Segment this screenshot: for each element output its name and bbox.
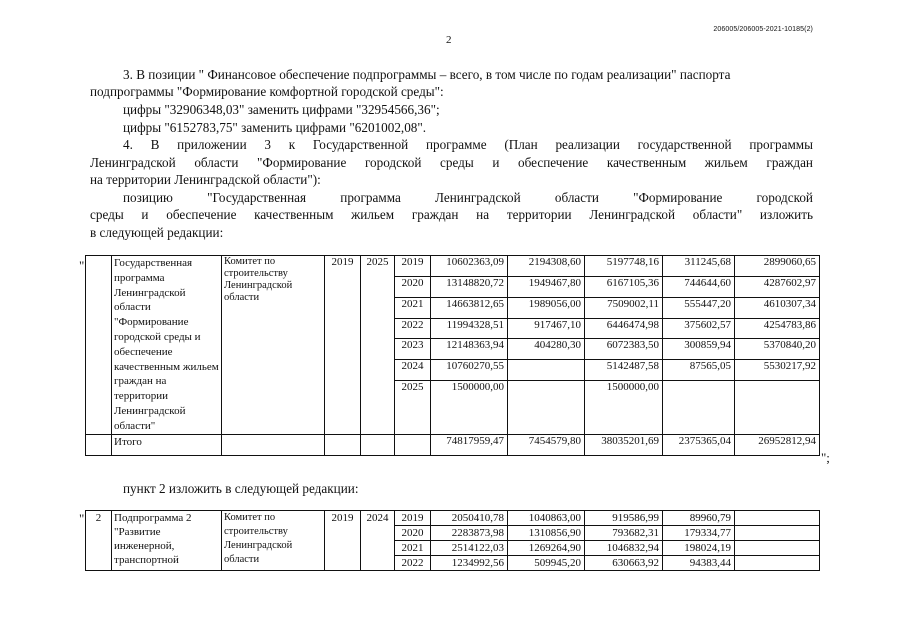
subprogram-table (85, 510, 820, 571)
year-cell: 2021 (395, 297, 431, 318)
other-sources-cell (735, 541, 820, 556)
program-name-cell: Государственная программа Ленинградской области "Формирование городской среды и обеспечение качественным жильем граждан на территории Ленинградской области" (112, 256, 222, 435)
regional-budget-cell: 7509002,11 (585, 297, 663, 318)
paragraph-3-line-1: 3. В позиции " Финансовое обеспечение подпрограммы – всего, в том числе по годам реализации" паспорта (123, 67, 731, 82)
regional-budget-cell: 793682,31 (585, 526, 663, 541)
table-row (86, 256, 820, 277)
paragraph-3-line-2: подпрограммы "Формирование комфортной городской среды": (90, 84, 444, 99)
table1-close-mark: "; (821, 450, 830, 465)
total-cell: 2050410,78 (431, 511, 508, 526)
total-cell: 74817959,47 (431, 434, 508, 455)
other-sources-cell (735, 526, 820, 541)
regional-budget-cell: 6446474,98 (585, 318, 663, 339)
year-cell: 2023 (395, 339, 431, 360)
regional-budget-cell: 5142487,58 (585, 360, 663, 381)
year-cell: 2019 (395, 511, 431, 526)
paragraph-4-line-5: среды и обеспечение качественным жильем граждан на территории Ленинградской области" изложить (90, 207, 813, 222)
federal-budget-cell: 1949467,80 (508, 276, 585, 297)
item-number-cell (86, 434, 112, 455)
local-budget-cell: 744644,60 (663, 276, 735, 297)
total-cell: 1500000,00 (431, 381, 508, 435)
federal-budget-cell: 404280,30 (508, 339, 585, 360)
federal-budget-cell: 1989056,00 (508, 297, 585, 318)
year-cell: 2024 (395, 360, 431, 381)
paragraph-4-line-6: в следующей редакции: (90, 225, 224, 240)
total-cell: 13148820,72 (431, 276, 508, 297)
other-sources-cell: 4610307,34 (735, 297, 820, 318)
regional-budget-cell: 6167105,36 (585, 276, 663, 297)
total-cell: 2514122,03 (431, 541, 508, 556)
end-year-cell: 2024 (361, 511, 395, 571)
local-budget-cell: 89960,79 (663, 511, 735, 526)
start-year-cell (325, 434, 361, 455)
item-number-cell (86, 256, 112, 435)
program-table (85, 255, 820, 456)
federal-budget-cell: 509945,20 (508, 556, 585, 571)
executor-cell: Комитет по строительству Ленинградской области (222, 256, 325, 435)
federal-budget-cell (508, 381, 585, 435)
local-budget-cell: 94383,44 (663, 556, 735, 571)
regional-budget-cell: 919586,99 (585, 511, 663, 526)
table1-open-quote: " (79, 258, 85, 273)
start-year-cell: 2019 (325, 511, 361, 571)
total-row (86, 434, 820, 455)
local-budget-cell: 198024,19 (663, 541, 735, 556)
federal-budget-cell: 1310856,90 (508, 526, 585, 541)
item-number-cell: 2 (86, 511, 112, 571)
paragraph-4-line-3: на территории Ленинградской области"): (90, 172, 321, 187)
other-sources-cell: 4287602,97 (735, 276, 820, 297)
paragraph-3-line-4: цифры "6152783,75" заменить цифрами "6201002,08". (123, 120, 427, 135)
paragraph-4-line-1: 4. В приложении 3 к Государственной программе (План реализации государственной программы (123, 137, 813, 152)
other-sources-cell (735, 556, 820, 571)
regional-budget-cell: 5197748,16 (585, 256, 663, 277)
federal-budget-cell: 1269264,90 (508, 541, 585, 556)
federal-budget-cell (508, 360, 585, 381)
end-year-cell: 2025 (361, 256, 395, 435)
federal-budget-cell: 1040863,00 (508, 511, 585, 526)
program-name-cell: Подпрограмма 2 "Развитие инженерной, транспортной (112, 511, 222, 571)
total-cell: 12148363,94 (431, 339, 508, 360)
federal-budget-cell: 2194308,60 (508, 256, 585, 277)
year-cell (395, 434, 431, 455)
local-budget-cell: 375602,57 (663, 318, 735, 339)
page-number: 2 (446, 34, 452, 46)
total-label-cell: Итого (112, 434, 222, 455)
year-cell: 2020 (395, 276, 431, 297)
regional-budget-cell: 38035201,69 (585, 434, 663, 455)
other-sources-cell (735, 381, 820, 435)
year-cell: 2025 (395, 381, 431, 435)
local-budget-cell: 555447,20 (663, 297, 735, 318)
table2-open-quote: " (79, 511, 85, 526)
local-budget-cell: 300859,94 (663, 339, 735, 360)
year-cell: 2022 (395, 556, 431, 571)
other-sources-cell (735, 511, 820, 526)
year-cell: 2022 (395, 318, 431, 339)
federal-budget-cell: 7454579,80 (508, 434, 585, 455)
other-sources-cell: 4254783,86 (735, 318, 820, 339)
start-year-cell: 2019 (325, 256, 361, 435)
paragraph-4-line-4: позицию "Государственная программа Ленинградской области "Формирование городской (123, 190, 813, 205)
executor-cell (222, 434, 325, 455)
total-cell: 11994328,51 (431, 318, 508, 339)
paragraph-3-line-3: цифры "32906348,03" заменить цифрами "32954566,36"; (123, 102, 440, 117)
other-sources-cell: 26952812,94 (735, 434, 820, 455)
other-sources-cell: 5370840,20 (735, 339, 820, 360)
document-id: 206005/206005-2021-10185(2) (713, 26, 813, 33)
year-cell: 2020 (395, 526, 431, 541)
federal-budget-cell: 917467,10 (508, 318, 585, 339)
executor-cell: Комитет по строительству Ленинградской области (222, 511, 325, 571)
year-cell: 2019 (395, 256, 431, 277)
total-cell: 10760270,55 (431, 360, 508, 381)
regional-budget-cell: 1046832,94 (585, 541, 663, 556)
paragraph-4-line-2: Ленинградской области "Формирование городской среды и обеспечение качественным жильем граждан (90, 155, 813, 170)
end-year-cell (361, 434, 395, 455)
local-budget-cell: 179334,77 (663, 526, 735, 541)
total-cell: 2283873,98 (431, 526, 508, 541)
local-budget-cell: 311245,68 (663, 256, 735, 277)
other-sources-cell: 5530217,92 (735, 360, 820, 381)
local-budget-cell (663, 381, 735, 435)
year-cell: 2021 (395, 541, 431, 556)
regional-budget-cell: 6072383,50 (585, 339, 663, 360)
local-budget-cell: 87565,05 (663, 360, 735, 381)
other-sources-cell: 2899060,65 (735, 256, 820, 277)
total-cell: 1234992,56 (431, 556, 508, 571)
regional-budget-cell: 630663,92 (585, 556, 663, 571)
total-cell: 10602363,09 (431, 256, 508, 277)
total-cell: 14663812,65 (431, 297, 508, 318)
paragraph-5-line-1: пункт 2 изложить в следующей редакции: (123, 481, 359, 496)
local-budget-cell: 2375365,04 (663, 434, 735, 455)
table-row (86, 511, 820, 526)
regional-budget-cell: 1500000,00 (585, 381, 663, 435)
